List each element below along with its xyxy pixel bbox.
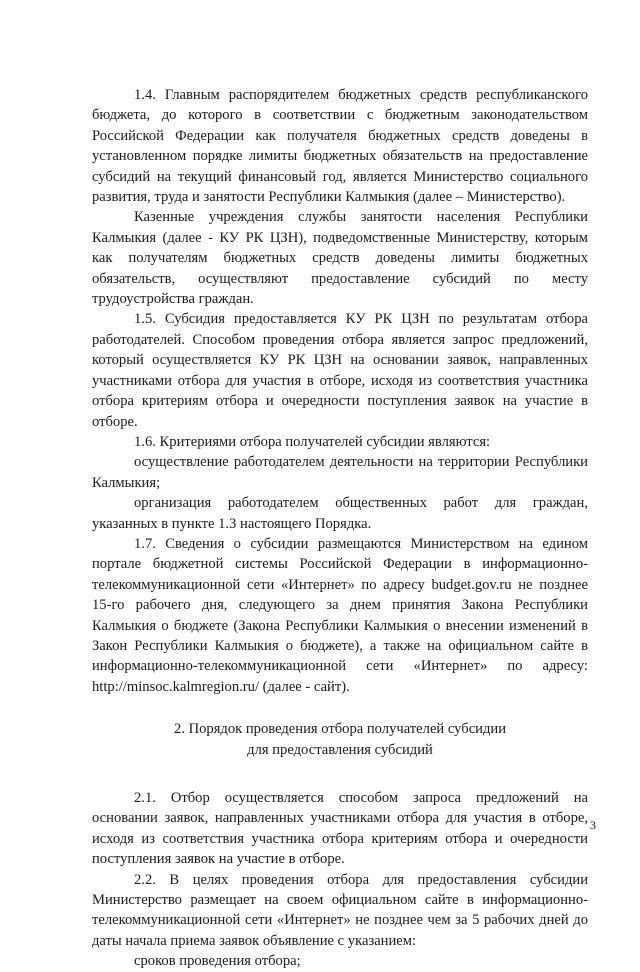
paragraph-1-7: 1.7. Сведения о субсидии размещаются Министерством на едином портале бюджетной системы Российской Федерации в информационно-телекоммуникационной сети «Интернет» по адресу budget.gov.ru не позднее 15-го рабочего дня, следующего за днем принятия Закона Республики Калмыкия о бюджете (Закона Республики Калмыкия о внесении изменений в Закон Республики Калмыкия о бюджете), а также на официальном сайте в информационно-телекоммуникационной сети «Интернет» по адресу: http://minsoc.kalmregion.ru/ (далее - сайт). <box>92 535 588 695</box>
paragraph-criterion-1: осуществление работодателем деятельности на территории Республики Калмыкия; <box>92 454 588 491</box>
paragraph-1-5: 1.5. Субсидия предоставляется КУ РК ЦЗН по результатам отбора работодателей. Способом проведения отбора является запрос предложений, который осуществляется КУ РК ЦЗН на основании заявок, направленных участниками отбора для участия в отборе, исходя из соответствия участника отбора критериям отбора и очередности поступления заявок на участие в отборе. <box>92 311 588 430</box>
paragraph-2-2: 2.2. В целях проведения отбора для предоставления субсидии Министерство размещает на своем официальном сайте в информационно-телекоммуникационной сети «Интернет» не позднее чем за 5 рабочих дней до даты начала приема заявок объявление с указанием: <box>92 871 588 949</box>
paragraph-2-1: 2.1. Отбор осуществляется способом запроса предложений на основании заявок, направленных участниками отбора для участия в отборе, исходя из соответствия участника отбора критериям отбора и очередности поступления заявок на участие в отборе. <box>92 790 588 868</box>
paragraph-1-6: 1.6. Критериями отбора получателей субсидии являются: <box>134 433 491 450</box>
section-heading-line-1: 2. Порядок проведения отбора получателей субсидии <box>173 721 507 738</box>
section-heading-line-2: для предоставления субсидий <box>247 741 433 758</box>
paragraph-criterion-2: организация работодателем общественных работ для граждан, указанных в пункте 1.3 настоящего Порядка. <box>92 495 588 532</box>
section-heading <box>92 719 588 760</box>
paragraph-kazennye-uchrezhdeniya: Казенные учреждения службы занятости населения Республики Калмыкия (далее - КУ РК ЦЗН), подведомственные Министерству, которым как получателям бюджетных средств доведены лимиты бюджетных обязательств, осуществляют предоставление субсидий по месту трудоустройства граждан. <box>92 209 588 308</box>
document-body <box>92 85 588 972</box>
paragraph-1-4: 1.4. Главным распорядителем бюджетных средств республиканского бюджета, до которого в соответствии с бюджетным законодательством Российской Федерации как получателя бюджетных средств доведены в установленном порядке лимиты бюджетных обязательств на предоставление субсидий на текущий финансовый год, является Министерство социального развития, труда и занятости Республики Калмыкия (далее – Министерство). <box>92 87 588 206</box>
page-number: 3 <box>590 818 596 832</box>
paragraph-srokov: сроков проведения отбора; <box>134 953 301 970</box>
